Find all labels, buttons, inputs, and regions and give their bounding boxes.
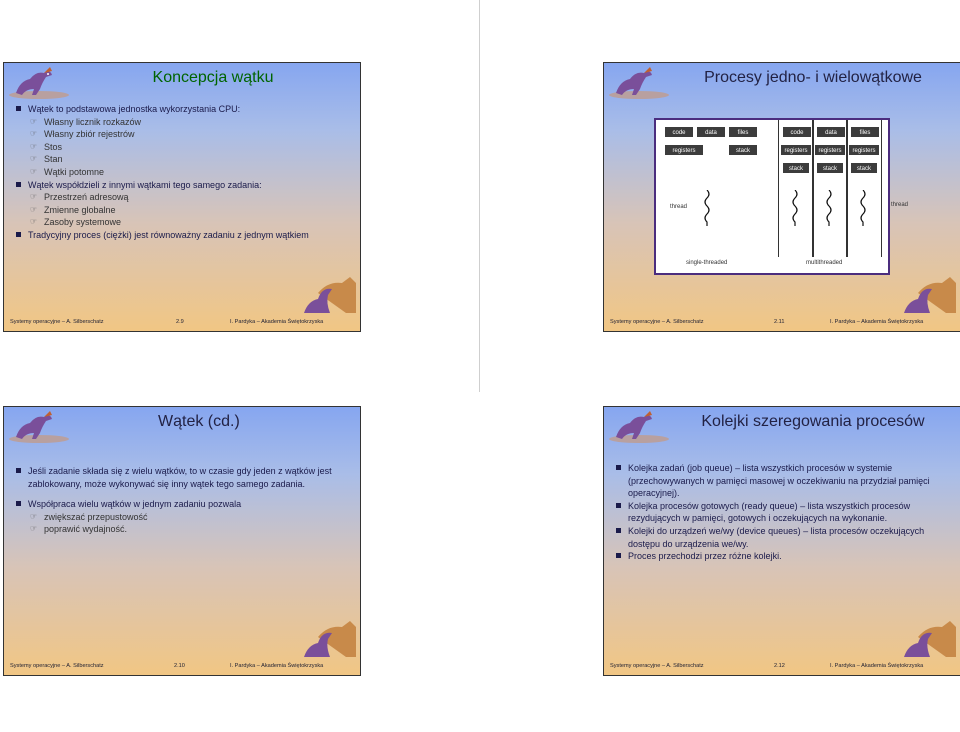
- bullet-item: [12, 229, 352, 242]
- multi-registers-box-2: registers: [814, 144, 846, 156]
- footer-left: Systemy operacyjne – A. Silberschatz: [610, 319, 704, 325]
- pointing-hand-icon: ☞: [30, 141, 38, 151]
- single-threaded-caption: single-threaded: [686, 260, 728, 266]
- sub-bullet-item: [12, 166, 352, 179]
- sub-bullet-item: [12, 523, 352, 536]
- bullet-text: Przestrzeń adresową: [44, 192, 129, 203]
- slide-kolejki-szeregowania: [603, 406, 960, 676]
- square-bullet-icon: [16, 182, 21, 187]
- slide-footer: [8, 663, 356, 673]
- bullet-text: Wątek współdzieli z innymi wątkami tego samego zadania:: [28, 179, 262, 190]
- bullet-text: Jeśli zadanie składa się z wielu wątków, to w czasie gdy jeden z wątków jest zablokowany, może wykonywać się inny wątek tego samego zadania.: [28, 466, 332, 489]
- slide-body: [612, 462, 952, 563]
- dinosaur-logo-icon: [606, 409, 672, 443]
- sub-bullet-item: [12, 191, 352, 204]
- slide-koncepcja-watku: [3, 62, 361, 332]
- square-bullet-icon: [616, 503, 621, 508]
- sub-bullet-item: [12, 128, 352, 141]
- bullet-text: Kolejka zadań (job queue) – lista wszystkich procesów w systemie (przechowywanych w pamięci masowej w oczekiwaniu na przydział pamięci operacyjnej).: [628, 463, 930, 499]
- multi-registers-box-3: registers: [848, 144, 880, 156]
- bullet-text: Stan: [44, 154, 63, 165]
- bullet-item: [12, 465, 352, 490]
- footer-left: Systemy operacyjne – A. Silberschatz: [10, 663, 104, 669]
- dinosaur-logo-icon: [606, 65, 672, 99]
- square-bullet-icon: [16, 468, 21, 473]
- pointing-hand-icon: ☞: [30, 511, 38, 521]
- bullet-text: Wątki potomne: [44, 166, 105, 177]
- multi-stack-box-1: stack: [782, 162, 810, 174]
- footer-right: I. Pardyka – Akademia Świętokrzyska: [830, 319, 924, 325]
- square-bullet-icon: [616, 528, 621, 533]
- multi-thread-wave-icon-1: [790, 190, 800, 226]
- square-bullet-icon: [16, 106, 21, 111]
- bullet-text: Własny zbiór rejestrów: [44, 129, 135, 140]
- thread-diagram: [654, 118, 890, 275]
- bullet-text: Stos: [44, 141, 63, 152]
- multi-thread-column-3: [846, 120, 882, 257]
- slide-title: Kolejki szeregowania procesów: [701, 413, 925, 430]
- pointing-hand-icon: ☞: [30, 192, 38, 202]
- bullet-text: Własny licznik rozkazów: [44, 116, 142, 127]
- bullet-text: poprawić wydajność.: [44, 524, 128, 535]
- footer-right: I. Pardyka – Akademia Świętokrzyska: [230, 663, 324, 669]
- dinosaur-footer-icon: [898, 617, 958, 663]
- footer-right: I. Pardyka – Akademia Świętokrzyska: [230, 319, 324, 325]
- slide-footer: [608, 663, 956, 673]
- square-bullet-icon: [616, 553, 621, 558]
- pointing-hand-icon: ☞: [30, 217, 38, 227]
- multi-stack-box-3: stack: [850, 162, 878, 174]
- single-files-box: files: [728, 126, 758, 138]
- slide-title: Koncepcja wątku: [152, 69, 274, 86]
- slide-title: Procesy jedno- i wielowątkowe: [704, 69, 922, 86]
- multi-code-box: code: [782, 126, 812, 138]
- multi-data-box: data: [816, 126, 846, 138]
- single-thread-wave-icon: [702, 190, 712, 226]
- bullet-text: Tradycyjny proces (ciężki) jest równoważny zadaniu z jednym wątkiem: [28, 229, 309, 240]
- sub-bullet-item: [12, 141, 352, 154]
- bullet-item: [612, 462, 952, 500]
- multi-files-box: files: [850, 126, 880, 138]
- pointing-hand-icon: ☞: [30, 129, 38, 139]
- square-bullet-icon: [16, 501, 21, 506]
- dinosaur-footer-icon: [898, 273, 958, 319]
- sub-bullet-item: [12, 153, 352, 166]
- multi-registers-box-1: registers: [780, 144, 812, 156]
- bullet-item: [612, 525, 952, 550]
- bullet-text: Zasoby systemowe: [44, 217, 122, 228]
- single-stack-box: stack: [728, 144, 758, 156]
- slide-watek-cd: [3, 406, 361, 676]
- bullet-item: [12, 498, 352, 511]
- single-registers-box: registers: [664, 144, 704, 156]
- bullet-item: [612, 550, 952, 563]
- spacer: [12, 490, 352, 498]
- footer-page: 2.11: [774, 319, 785, 325]
- footer-left: Systemy operacyjne – A. Silberschatz: [610, 663, 704, 669]
- pointing-hand-icon: ☞: [30, 116, 38, 126]
- dinosaur-footer-icon: [298, 617, 358, 663]
- footer-page: 2.9: [176, 319, 184, 325]
- multi-thread-column-2: [812, 120, 848, 257]
- bullet-text: Wątek to podstawowa jednostka wykorzystania CPU:: [28, 104, 241, 114]
- footer-right: I. Pardyka – Akademia Świętokrzyska: [830, 663, 924, 669]
- slide-body: [12, 465, 352, 536]
- page-divider: [479, 0, 480, 392]
- multi-thread-label: thread: [891, 202, 909, 208]
- sub-bullet-item: [12, 511, 352, 524]
- slide-procesy-watkowe: [603, 62, 960, 332]
- slide-footer: [8, 319, 356, 329]
- slide-body: [12, 103, 352, 242]
- bullet-text: Zmienne globalne: [44, 204, 116, 215]
- dinosaur-footer-icon: [298, 273, 358, 319]
- bullet-text: zwiększać przepustowość: [44, 511, 148, 522]
- bullet-text: Współpraca wielu wątków w jednym zadaniu pozwala: [28, 499, 242, 510]
- multithreaded-caption: multithreaded: [806, 260, 843, 266]
- sub-bullet-item: [12, 116, 352, 129]
- single-data-box: data: [696, 126, 726, 138]
- multi-thread-column-1: [778, 120, 814, 257]
- slide-title: Wątek (cd.): [158, 413, 240, 430]
- bullet-item: [612, 500, 952, 525]
- sub-bullet-item: [12, 204, 352, 217]
- footer-page: 2.10: [174, 663, 185, 669]
- bullet-text: Proces przechodzi przez różne kolejki.: [628, 551, 782, 562]
- multi-thread-wave-icon-3: [858, 190, 868, 226]
- single-thread-label: thread: [670, 204, 688, 210]
- bullet-item: [12, 103, 352, 116]
- bullet-text: Kolejki do urządzeń we/wy (device queues) – lista procesów oczekujących dostępu do urządzenia we/wy.: [628, 525, 925, 549]
- pointing-hand-icon: ☞: [30, 524, 38, 534]
- multi-stack-box-2: stack: [816, 162, 844, 174]
- pointing-hand-icon: ☞: [30, 204, 38, 214]
- pointing-hand-icon: ☞: [30, 154, 38, 164]
- single-code-box: code: [664, 126, 694, 138]
- slide-footer: [608, 319, 956, 329]
- bullet-item: [12, 179, 352, 192]
- footer-page: 2.12: [774, 663, 785, 669]
- square-bullet-icon: [616, 465, 621, 470]
- dinosaur-logo-icon: [6, 409, 72, 443]
- bullet-text: Kolejka procesów gotowych (ready queue) – lista wszystkich procesów rezydujących w pamięci, gotowych i oczekujących na wykonanie.: [628, 500, 911, 524]
- multi-thread-wave-icon-2: [824, 190, 834, 226]
- square-bullet-icon: [16, 232, 21, 237]
- footer-left: Systemy operacyjne – A. Silberschatz: [10, 319, 104, 325]
- pointing-hand-icon: ☞: [30, 166, 38, 176]
- dinosaur-logo-icon: [6, 65, 72, 99]
- sub-bullet-item: [12, 216, 352, 229]
